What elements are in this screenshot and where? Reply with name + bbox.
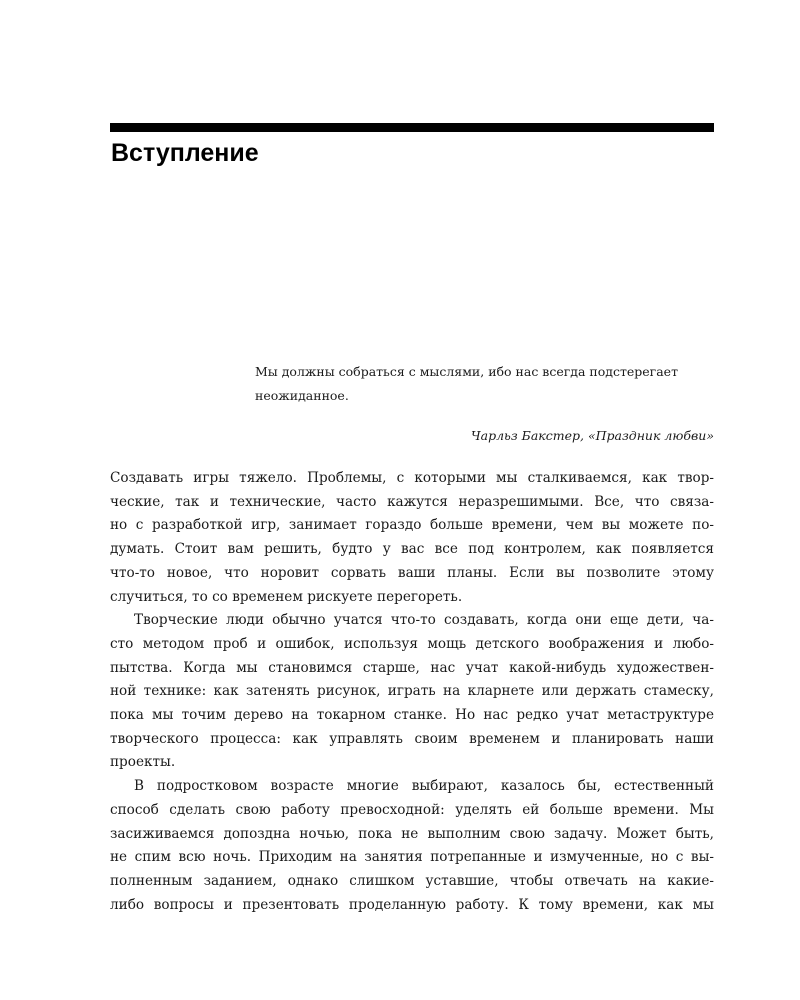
text-line: не спим всю ночь. Приходим на занятия потрепанные и измученные, но с вы- (110, 849, 714, 866)
epigraph-line: неожиданное. (255, 388, 349, 403)
epigraph (255, 360, 714, 408)
text-line: Создавать игры тяжело. Проблемы, с которыми мы сталкиваемся, как твор- (110, 470, 714, 486)
epigraph-line: Мы должны собраться с мыслями, ибо нас всегда подстерегает (255, 364, 678, 379)
text-line: думать. Стоит вам решить, будто у вас все под контролем, как появляется (110, 541, 714, 558)
epigraph-attribution: Чарльз Бакстер, «Праздник любви» (470, 428, 714, 443)
text-line: но с разработкой игр, занимает гораздо больше времени, чем вы можете по- (110, 517, 714, 534)
text-line: случиться, то со временем рискуете перегореть. (110, 588, 463, 605)
text-line: пытства. Когда мы становимся старше, нас учат какой-нибудь художествен- (110, 659, 714, 676)
text-line: полненным заданием, однако слишком уставшие, чтобы отвечать на какие- (110, 872, 714, 889)
text-line: что-то новое, что норовит сорвать ваши планы. Если вы позволите этому (110, 564, 714, 581)
text-line: пока мы точим дерево на токарном станке. Но нас редко учат метаструктуре (110, 707, 714, 724)
text-line: проекты. (110, 754, 176, 771)
text-line: В подростковом возрасте многие выбирают, казалось бы, естественный (134, 778, 714, 795)
text-line: либо вопросы и презентовать проделанную работу. К тому времени, как мы (110, 896, 714, 913)
paragraph-1 (110, 467, 714, 609)
text-line: засиживаемся допоздна ночью, пока не выполним свою задачу. Может быть, (110, 825, 714, 842)
body-text (110, 467, 714, 917)
chapter-title: Вступление (111, 139, 259, 167)
paragraph-3 (110, 775, 714, 917)
text-line: ческие, так и технические, часто кажутся неразрешимыми. Все, что связа- (110, 493, 714, 510)
text-line: ной технике: как затенять рисунок, играть на кларнете или держать стамеску, (110, 683, 714, 700)
paragraph-2 (110, 609, 714, 775)
text-line: сто методом проб и ошибок, используя мощь детского воображения и любо- (110, 635, 714, 652)
text-line: способ сделать свою работу превосходной: уделять ей больше времени. Мы (110, 801, 714, 818)
text-line: Творческие люди обычно учатся что-то создавать, когда они еще дети, ча- (134, 612, 714, 629)
chapter-title-rule (110, 123, 714, 132)
text-line: творческого процесса: как управлять своим временем и планировать наши (110, 730, 714, 747)
